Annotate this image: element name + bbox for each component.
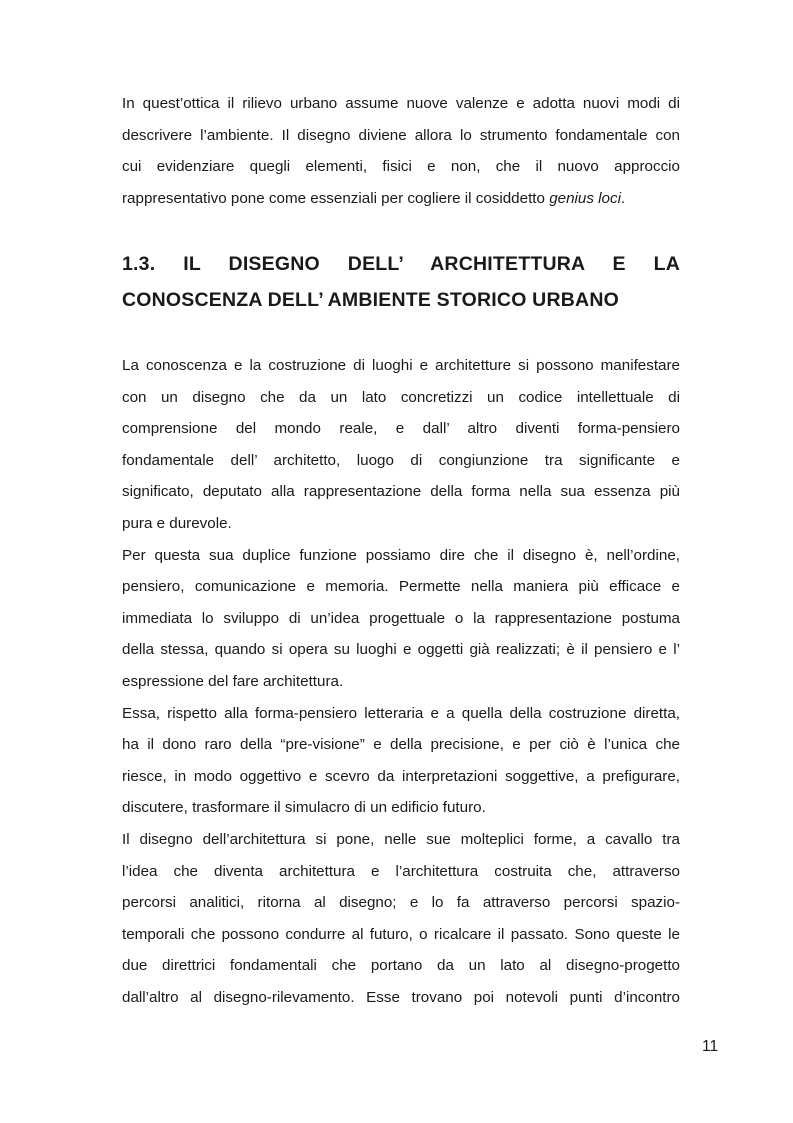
text-run: .	[620, 189, 626, 207]
text-line	[122, 183, 680, 215]
text-line: fondamentale dell’ architetto, luogo di congiunzione tra significante e	[122, 451, 680, 469]
text-line: ha il dono raro della “pre-visione” e della precisione, e per ciò è l’unica che	[122, 736, 680, 754]
text-line: temporali che possono condurre al futuro, o ricalcare il passato. Sono queste le	[122, 925, 680, 943]
text-line: comprensione del mondo reale, e dall’ altro diventi forma-pensiero	[122, 420, 680, 438]
text-line: percorsi analitici, ritorna al disegno; e lo fa attraverso percorsi spazio-	[122, 894, 680, 912]
text-line: espressione del fare architettura.	[122, 672, 344, 690]
section-heading	[122, 246, 680, 318]
text-line: In quest’ottica il rilievo urbano assume nuove valenze e adotta nuovi modi di	[122, 95, 680, 112]
text-line: pensiero, comunicazione e memoria. Permette nella maniera più efficace e	[122, 578, 680, 596]
heading-line: CONOSCENZA DELL’ AMBIENTE STORICO URBANO	[122, 289, 619, 311]
text-line: dall’altro al disegno-rilevamento. Esse trovano poi notevoli punti d’incontro	[122, 988, 680, 1006]
page-number: 11	[702, 1038, 719, 1055]
paragraph	[122, 824, 680, 1014]
paragraph	[122, 350, 680, 540]
text-line: discutere, trasformare il simulacro di un edificio futuro.	[122, 799, 486, 817]
intro-paragraph	[122, 88, 680, 214]
text-run: rappresentativo pone come essenziali per cogliere il cosiddetto	[122, 189, 550, 207]
text-line: immediata lo sviluppo di un’idea progettuale o la rappresentazione postuma	[122, 609, 680, 627]
text-line: La conoscenza e la costruzione di luoghi e architetture si possono manifestare	[122, 357, 680, 374]
body-text	[122, 350, 680, 1013]
text-line: Il disegno dell’architettura si pone, nelle sue molteplici forme, a cavallo tra	[122, 830, 680, 848]
text-line: Per questa sua duplice funzione possiamo dire che il disegno è, nell’ordine,	[122, 546, 680, 564]
italic-term: genius loci	[549, 189, 621, 207]
text-line: della stessa, quando si opera su luoghi e oggetti già realizzati; è il pensiero e l’	[122, 641, 680, 659]
heading-line: 1.3. IL DISEGNO DELL’ ARCHITETTURA E LA	[122, 253, 680, 275]
text-line: cui evidenziare quegli elementi, fisici e non, che il nuovo approccio	[122, 158, 680, 176]
text-line: l’idea che diventa architettura e l’architettura costruita che, attraverso	[122, 862, 680, 880]
text-line: con un disegno che da un lato concretizzi un codice intellettuale di	[122, 388, 680, 406]
paragraph	[122, 698, 680, 824]
paragraph	[122, 540, 680, 698]
text-line: descrivere l’ambiente. Il disegno diviene allora lo strumento fondamentale con	[122, 126, 680, 144]
text-line: pura e durevole.	[122, 514, 232, 532]
text-line: Essa, rispetto alla forma-pensiero letteraria e a quella della costruzione diretta,	[122, 704, 680, 722]
text-line: due direttrici fondamentali che portano da un lato al disegno-progetto	[122, 957, 680, 975]
text-line: significato, deputato alla rappresentazione della forma nella sua essenza più	[122, 483, 680, 501]
text-line: riesce, in modo oggettivo e scevro da interpretazioni soggettive, a prefigurare,	[122, 767, 680, 785]
